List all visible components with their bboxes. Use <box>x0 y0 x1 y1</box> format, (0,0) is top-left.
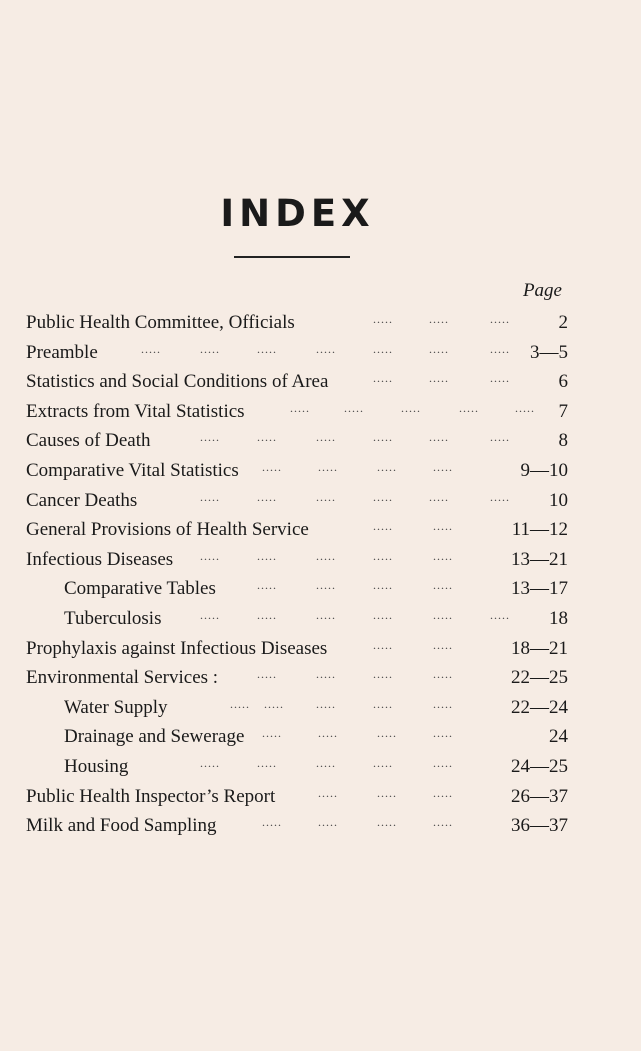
index-entry <box>0 456 641 486</box>
dot-leader: ..... <box>373 548 393 563</box>
entry-page-number: 24 <box>549 726 568 748</box>
entry-label: Public Health Inspector’s Report <box>26 785 276 807</box>
page-column-heading: Page <box>522 280 562 301</box>
dot-leader: ..... <box>316 430 336 445</box>
entry-label: Environmental Services : <box>26 667 219 689</box>
entry-label: Water Supply <box>64 696 168 718</box>
index-entry <box>0 515 641 545</box>
dot-leader: ..... <box>433 637 453 652</box>
dot-leader: ..... <box>316 667 336 682</box>
entry-label: Comparative Tables <box>64 578 216 600</box>
index-entry <box>0 752 641 782</box>
index-entry <box>0 782 641 812</box>
dot-leader: ..... <box>373 578 393 593</box>
entry-page-number: 3—5 <box>530 341 568 363</box>
dot-leader: ..... <box>318 815 338 830</box>
index-entry <box>0 722 641 752</box>
index-entry <box>0 634 641 664</box>
dot-leader: ..... <box>373 371 393 386</box>
dot-leader: ..... <box>318 785 338 800</box>
entry-page-number: 9—10 <box>520 459 568 481</box>
dot-leader: ..... <box>429 312 449 326</box>
dot-leader: ..... <box>262 815 282 830</box>
title-underline <box>234 256 350 258</box>
index-entry <box>0 811 641 841</box>
entry-label: Infectious Diseases <box>26 548 174 570</box>
entry-page-number: 6 <box>558 371 568 393</box>
dot-leader: ..... <box>373 430 393 445</box>
dot-leader: ..... <box>429 489 449 504</box>
dot-leader: ..... <box>316 341 336 356</box>
entry-label: Tuberculosis <box>64 607 162 629</box>
entry-label: Statistics and Social Conditions of Area <box>26 371 329 393</box>
entry-page-number: 18—21 <box>511 637 568 659</box>
dot-leader: ..... <box>257 489 277 504</box>
dot-leader: ..... <box>373 341 393 356</box>
dot-leader: ..... <box>433 696 453 711</box>
dot-leader: ..... <box>257 578 277 593</box>
dot-leader: ..... <box>262 726 282 741</box>
entry-page-number: 22—24 <box>511 696 568 718</box>
dot-leader: ..... <box>459 400 479 415</box>
dot-leader: ..... <box>429 430 449 445</box>
dot-leader: ..... <box>433 785 453 800</box>
dot-leader: ..... <box>318 459 338 474</box>
index-entry <box>0 426 641 456</box>
dot-leader: ..... <box>344 400 364 415</box>
index-entry <box>0 574 641 604</box>
dot-leader: ..... <box>264 696 284 711</box>
index-entry <box>0 486 641 516</box>
dot-leader: ..... <box>316 755 336 770</box>
entry-page-number: 8 <box>558 430 568 452</box>
dot-leader: ..... <box>316 696 336 711</box>
dot-leader: ..... <box>433 667 453 682</box>
dot-leader: ..... <box>316 607 336 622</box>
index-entry <box>0 338 641 368</box>
entry-label: Cancer Deaths <box>26 489 138 511</box>
dot-leader: ..... <box>257 755 277 770</box>
entry-page-number: 13—21 <box>511 548 568 570</box>
dot-leader: ..... <box>257 430 277 445</box>
entry-label: Public Health Committee, Officials <box>26 312 295 333</box>
entry-page-number: 18 <box>549 607 568 629</box>
dot-leader: ..... <box>316 578 336 593</box>
entry-label: Causes of Death <box>26 430 151 452</box>
dot-leader: ..... <box>490 489 510 504</box>
dot-leader: ..... <box>433 607 453 622</box>
index-entry <box>0 308 641 338</box>
dot-leader: ..... <box>373 637 393 652</box>
dot-leader: ..... <box>490 430 510 445</box>
dot-leader: ..... <box>318 726 338 741</box>
dot-leader: ..... <box>257 607 277 622</box>
dot-leader: ..... <box>401 400 421 415</box>
entry-label: Milk and Food Sampling <box>26 815 217 837</box>
dot-leader: ..... <box>200 430 220 445</box>
dot-leader: ..... <box>373 607 393 622</box>
dot-leader: ..... <box>490 371 510 386</box>
entry-label: General Provisions of Health Service <box>26 519 309 541</box>
dot-leader: ..... <box>316 548 336 563</box>
dot-leader: ..... <box>200 607 220 622</box>
dot-leader: ..... <box>373 696 393 711</box>
entry-page-number: 11—12 <box>511 519 568 541</box>
entry-page-number: 2 <box>558 312 568 333</box>
dot-leader: ..... <box>290 400 310 415</box>
dot-leader: ..... <box>490 312 510 326</box>
dot-leader: ..... <box>377 785 397 800</box>
dot-leader: ..... <box>141 341 161 356</box>
index-entry <box>0 367 641 397</box>
dot-leader: ..... <box>373 312 393 326</box>
entry-label: Preamble <box>26 341 98 363</box>
entry-label: Drainage and Sewerage <box>64 726 245 748</box>
dot-leader: ..... <box>377 815 397 830</box>
dot-leader: ..... <box>433 815 453 830</box>
entry-page-number: 36—37 <box>511 815 568 837</box>
dot-leader: ..... <box>200 548 220 563</box>
entry-page-number: 24—25 <box>511 755 568 777</box>
dot-leader: ..... <box>373 519 393 534</box>
dot-leader: ..... <box>377 459 397 474</box>
dot-leader: ..... <box>490 341 510 356</box>
dot-leader: ..... <box>373 667 393 682</box>
index-entry <box>0 663 641 693</box>
dot-leader: ..... <box>230 696 250 711</box>
index-entry <box>0 604 641 634</box>
dot-leader: ..... <box>433 548 453 563</box>
dot-leader: ..... <box>433 459 453 474</box>
entry-label: Prophylaxis against Infectious Diseases <box>26 637 328 659</box>
entry-page-number: 26—37 <box>511 785 568 807</box>
dot-leader: ..... <box>433 726 453 741</box>
dot-leader: ..... <box>490 607 510 622</box>
dot-leader: ..... <box>377 726 397 741</box>
index-entry-list <box>0 308 641 841</box>
dot-leader: ..... <box>257 548 277 563</box>
entry-page-number: 13—17 <box>511 578 568 600</box>
entry-label: Extracts from Vital Statistics <box>26 400 245 422</box>
dot-leader: ..... <box>200 489 220 504</box>
entry-label: Comparative Vital Statistics <box>26 459 239 481</box>
index-entry <box>0 397 641 427</box>
index-entry <box>0 545 641 575</box>
dot-leader: ..... <box>429 341 449 356</box>
dot-leader: ..... <box>433 755 453 770</box>
dot-leader: ..... <box>433 578 453 593</box>
index-entry <box>0 693 641 723</box>
dot-leader: ..... <box>433 519 453 534</box>
dot-leader: ..... <box>200 755 220 770</box>
dot-leader: ..... <box>316 489 336 504</box>
entry-page-number: 10 <box>549 489 568 511</box>
dot-leader: ..... <box>373 755 393 770</box>
entry-label: Housing <box>64 755 129 777</box>
dot-leader: ..... <box>257 341 277 356</box>
dot-leader: ..... <box>200 341 220 356</box>
index-title: INDEX <box>220 192 375 235</box>
dot-leader: ..... <box>262 459 282 474</box>
dot-leader: ..... <box>515 400 535 415</box>
dot-leader: ..... <box>429 371 449 386</box>
entry-page-number: 7 <box>558 400 568 422</box>
entry-page-number: 22—25 <box>511 667 568 689</box>
dot-leader: ..... <box>373 489 393 504</box>
dot-leader: ..... <box>257 667 277 682</box>
